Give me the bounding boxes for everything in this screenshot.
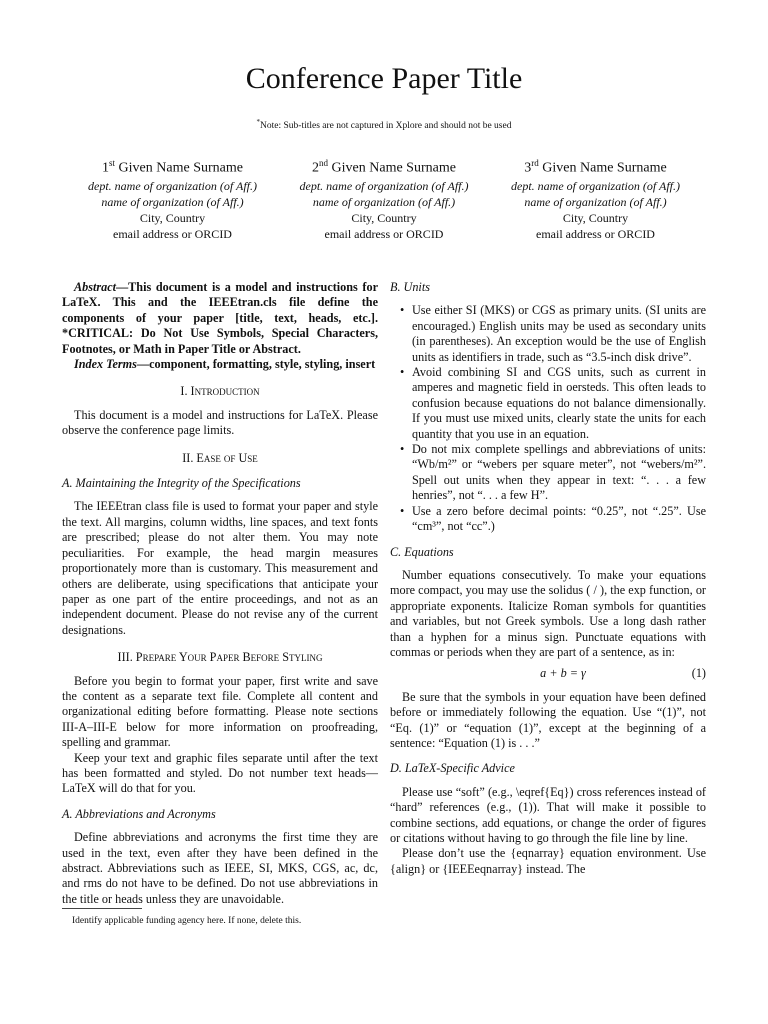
author-3 <box>493 154 698 242</box>
author-block <box>70 154 698 242</box>
abstract-label: Abstract <box>74 280 116 294</box>
abstract-text: —This document is a model and instructions for LaTeX. This and the IEEEtran.cls file define the components of your paper [title, text, heads, etc.]. *CRITICAL: Do Not Use Symbols, Special Characters, Footnotes, or Math in Paper Title or Abstract. <box>62 280 378 356</box>
author-1 <box>70 154 275 242</box>
footnote-rule <box>62 908 142 909</box>
author-name: 3rd Given Name Surname <box>524 158 667 176</box>
index-terms-label: Index Terms <box>74 357 137 372</box>
subsection-heading-units: B. Units <box>390 280 430 294</box>
equations-paragraph-2: Be sure that the symbols in your equation have been defined before or immediately following the equation. Use “(1)”, not “Eq. (1)” or “equation (1)”, except at the beginning of a sentence: “Equation (1) is . . .” <box>390 689 706 750</box>
author-dept: dept. name of organization (of Aff.) <box>88 178 257 193</box>
subsection-heading-integrity: A. Maintaining the Integrity of the Specifications <box>62 476 301 491</box>
section-heading-ease-of-use: II. Ease of Use <box>182 450 258 465</box>
author-2 <box>282 154 487 242</box>
latex-paragraph-2: Please don’t use the {eqnarray} equation environment. Use {align} or {IEEEeqnarray} instead. The <box>390 846 706 876</box>
section-heading-introduction: I. Introduction <box>180 384 260 399</box>
index-terms-text: —component, formatting, style, styling, insert <box>136 357 376 372</box>
intro-paragraph: This document is a model and instructions for LaTeX. Please observe the conference page limits. <box>62 407 378 438</box>
author-org: name of organization (of Aff.) <box>312 194 456 209</box>
subsection-heading-abbreviations: A. Abbreviations and Acronyms <box>62 806 216 821</box>
right-column <box>390 280 706 877</box>
list-item: • Use a zero before decimal points: “0.25”, not “.25”. Use “cm³”, not “cc”.) <box>402 504 706 535</box>
subsection-heading-equations: C. Equations <box>390 544 454 559</box>
equation-formula: a + b = γ <box>540 666 586 681</box>
equation-1 <box>390 666 706 681</box>
author-email: email address or ORCID <box>324 226 444 241</box>
paper-title: Conference Paper Title <box>245 62 523 95</box>
author-city: City, Country <box>139 210 206 225</box>
abbreviations-paragraph: Define abbreviations and acronyms the first time they are used in the text, even after they have been defined in the abstract. Abbreviations such as IEEE, SI, MKS, CGS, ac, dc, and rms do not have to be defined. Do not use abbreviations in the title or heads unless they are unavoidable. <box>62 830 378 906</box>
list-item: • Avoid combining SI and CGS units, such as current in amperes and magnetic field in oersteds. This often leads to confusion because equations do not balance dimensionally. If you must use mixed units, clearly state the units for each quantity that you use in an equation. <box>402 365 706 442</box>
equations-paragraph-1: Number equations consecutively. To make your equations more compact, you may use the solidus ( / ), the exp function, or appropriate exponents. Italicize Roman symbols for quantities and variables, but not Greek symbols. Use a long dash rather than a hyphen for a minus sign. Punctuate equations with commas or periods when they are part of a sentence, as in: <box>390 567 706 659</box>
list-item: • Use either SI (MKS) or CGS as primary units. (SI units are encouraged.) English units may be used as secondary units (in parentheses). An exception would be the use of English units as identifiers in trade, such as “3.5-inch disk drive”. <box>402 303 706 365</box>
author-org: name of organization (of Aff.) <box>524 194 667 209</box>
funding-footnote: Identify applicable funding agency here. If none, delete this. <box>72 916 302 926</box>
author-city: City, Country <box>351 210 417 225</box>
author-city: City, Country <box>562 210 629 225</box>
author-email: email address or ORCID <box>536 226 655 241</box>
author-org: name of organization (of Aff.) <box>101 194 244 209</box>
author-dept: dept. name of organization (of Aff.) <box>511 178 680 193</box>
prepare-paragraph-2: Keep your text and graphic files separate until after the text has been formatted and styled. Do not number text heads—LaTeX will do that for you. <box>62 750 378 796</box>
list-item: • Do not mix complete spellings and abbreviations of units: “Wb/m²” or “webers per square meter”, not “webers/m²”. Spell out units when they appear in text: “. . . a few henries”, not “. . . a few H”. <box>402 442 706 504</box>
index-terms <box>62 357 378 372</box>
subsection-heading-latex: D. LaTeX-Specific Advice <box>390 761 515 776</box>
author-dept: dept. name of organization (of Aff.) <box>299 178 469 193</box>
note-marker: * <box>256 118 261 126</box>
section-heading-prepare: III. Prepare Your Paper Before Styling <box>117 650 323 665</box>
equation-number: (1) <box>691 666 706 681</box>
author-email: email address or ORCID <box>113 226 232 241</box>
author-name: 2nd Given Name Surname <box>312 158 456 176</box>
units-list <box>390 303 706 534</box>
latex-paragraph-1: Please use “soft” (e.g., \eqref{Eq}) cross references instead of “hard” references (e.g., (1)). That will make it possible to combine sections, add equations, or change the order of figures or citations without having to go through the file line by line. <box>390 784 706 845</box>
prepare-paragraph-1: Before you begin to format your paper, first write and save the content as a separate text file. Complete all content and organizational editing before formatting. Please note sections III-A–III-E below for more information on proofreading, spelling and grammar. <box>62 673 378 750</box>
author-name: 1st Given Name Surname <box>102 158 243 176</box>
title-note <box>0 118 768 131</box>
left-column <box>62 280 378 907</box>
note-text: Note: Sub-titles are not captured in Xplore and should not be used <box>260 121 512 132</box>
abstract <box>62 280 378 357</box>
integrity-paragraph: The IEEEtran class file is used to format your paper and style the text. All margins, column widths, line spaces, and text fonts are prescribed; please do not alter them. You may note peculiarities. For example, the head margin measures proportionately more than is customary. This measurement and others are deliberate, using specifications that anticipate your paper as one part of the entire proceedings, and not as an independent document. Please do not revise any of the current designations. <box>62 499 378 637</box>
